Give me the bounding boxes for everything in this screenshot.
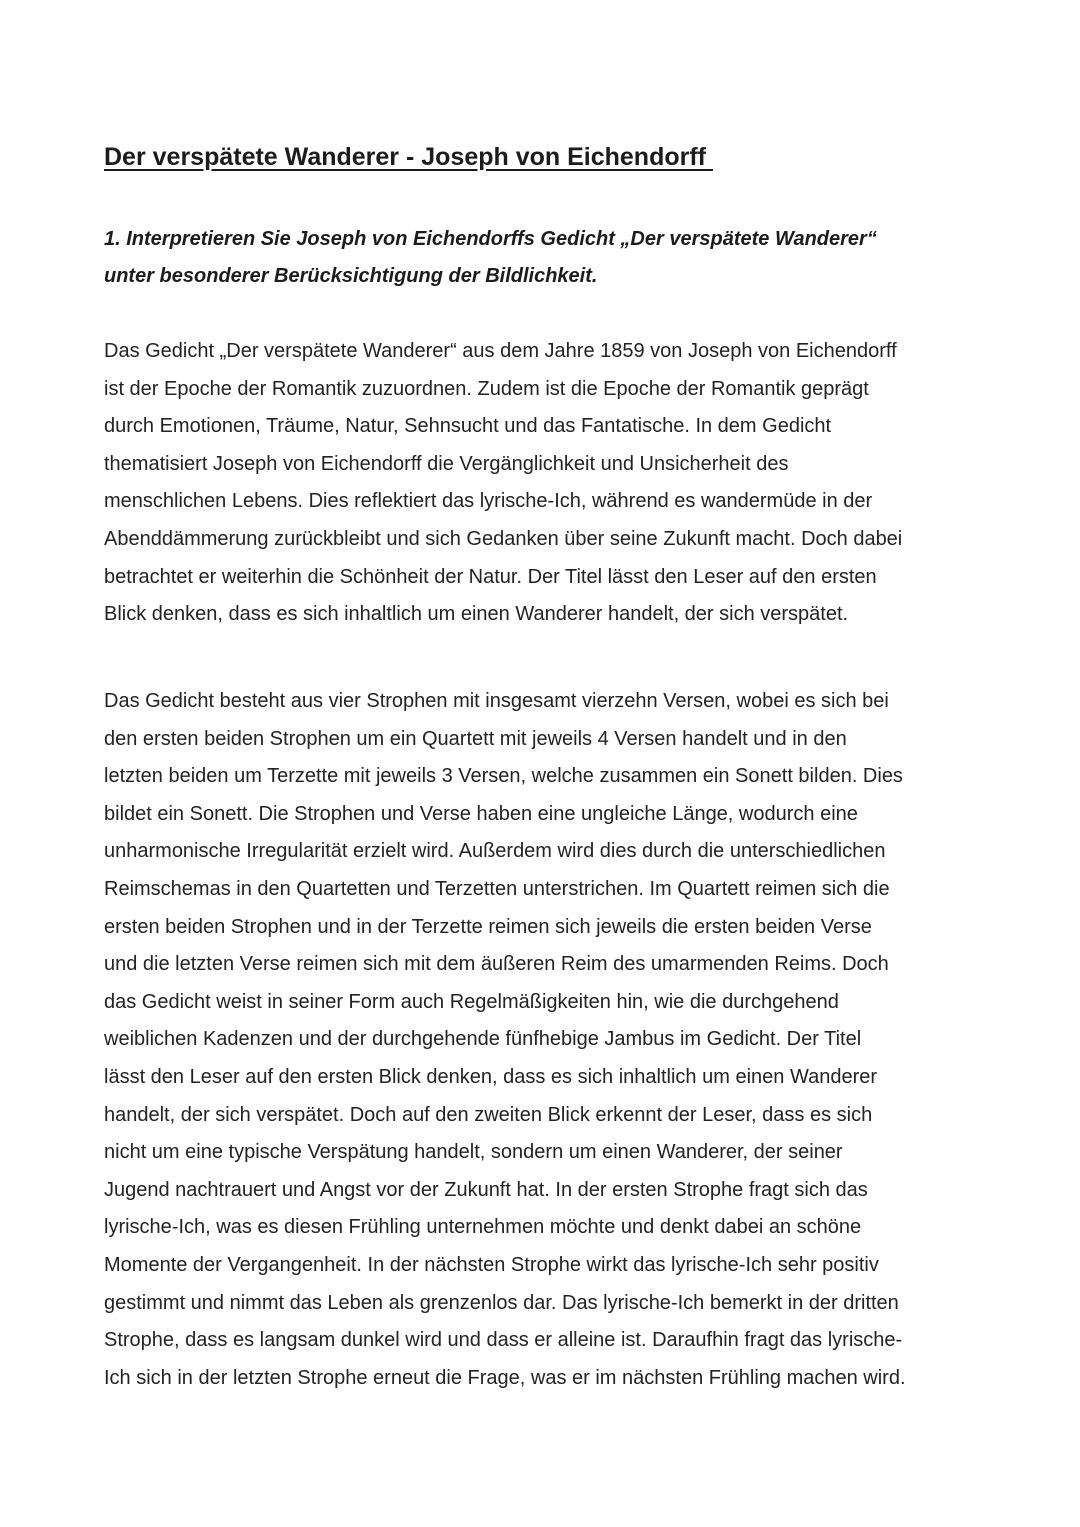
paragraph-line: Momente der Vergangenheit. In der nächsten Strophe wirkt das lyrische-Ich sehr positiv	[104, 1253, 879, 1276]
paragraph-line: bildet ein Sonett. Die Strophen und Verse haben eine ungleiche Länge, wodurch eine	[104, 802, 858, 825]
paragraph-line: unharmonische Irregularität erzielt wird. Außerdem wird dies durch die unterschiedlichen	[104, 840, 886, 863]
task-prompt	[104, 221, 984, 295]
paragraph-line: durch Emotionen, Träume, Natur, Sehnsucht und das Fantatische. In dem Gedicht	[104, 415, 832, 438]
task-line: 1. Interpretieren Sie Joseph von Eichendorffs Gedicht „Der verspätete Wanderer“	[104, 228, 877, 250]
paragraph-line: den ersten beiden Strophen um ein Quartett mit jeweils 4 Versen handelt und in den	[104, 727, 847, 750]
paragraph-line: weiblichen Kadenzen und der durchgehende fünfhebige Jambus im Gedicht. Der Titel	[104, 1028, 862, 1051]
paragraph-line: thematisiert Joseph von Eichendorff die Vergänglichkeit und Unsicherheit des	[104, 452, 789, 475]
paragraph-line: gestimmt und nimmt das Leben als grenzenlos dar. Das lyrische-Ich bemerkt in der dritten	[104, 1291, 899, 1314]
task-line: unter besonderer Berücksichtigung der Bildlichkeit.	[104, 265, 598, 287]
paragraph-introduction	[104, 333, 1004, 634]
paragraph-line: Blick denken, dass es sich inhaltlich um einen Wanderer handelt, der sich verspätet.	[104, 603, 849, 626]
paragraph-line: und die letzten Verse reimen sich mit dem äußeren Reim des umarmenden Reims. Doch	[104, 953, 889, 976]
paragraph-line: Reimschemas in den Quartetten und Terzetten unterstrichen. Im Quartett reimen sich die	[104, 877, 890, 900]
paragraph-line: betrachtet er weiterhin die Schönheit der Natur. Der Titel lässt den Leser auf den ersten	[104, 565, 877, 588]
paragraph-line: Abenddämmerung zurückbleibt und sich Gedanken über seine Zukunft macht. Doch dabei	[104, 527, 903, 550]
paragraph-line: handelt, der sich verspätet. Doch auf den zweiten Blick erkennt der Leser, dass es sich	[104, 1103, 873, 1126]
paragraph-line: ersten beiden Strophen und in der Terzette reimen sich jeweils die ersten beiden Verse	[104, 915, 872, 938]
paragraph-line: Das Gedicht „Der verspätete Wanderer“ aus dem Jahre 1859 von Joseph von Eichendorff	[104, 340, 897, 362]
paragraph-line: das Gedicht weist in seiner Form auch Regelmäßigkeiten hin, wie die durchgehend	[104, 990, 839, 1013]
document-title: Der verspätete Wanderer - Joseph von Eichendorff	[104, 143, 713, 171]
paragraph-form-analysis	[104, 683, 1004, 1397]
paragraph-line: letzten beiden um Terzette mit jeweils 3 Versen, welche zusammen ein Sonett bilden. Dies	[104, 765, 903, 788]
paragraph-line: lyrische-Ich, was es diesen Frühling unternehmen möchte und denkt dabei an schöne	[104, 1216, 862, 1239]
paragraph-line: Ich sich in der letzten Strophe erneut die Frage, was er im nächsten Frühling machen wird.	[104, 1366, 906, 1389]
paragraph-line: nicht um eine typische Verspätung handelt, sondern um einen Wanderer, der seiner	[104, 1141, 843, 1164]
paragraph-line: menschlichen Lebens. Dies reflektiert das lyrische-Ich, während es wandermüde in der	[104, 490, 873, 513]
paragraph-line: Jugend nachtrauert und Angst vor der Zukunft hat. In der ersten Strophe fragt sich das	[104, 1178, 868, 1201]
paragraph-line: Strophe, dass es langsam dunkel wird und dass er alleine ist. Daraufhin fragt das lyrische-	[104, 1329, 903, 1352]
paragraph-line: Das Gedicht besteht aus vier Strophen mit insgesamt vierzehn Versen, wobei es sich bei	[104, 690, 889, 712]
paragraph-line: lässt den Leser auf den ersten Blick denken, dass es sich inhaltlich um einen Wanderer	[104, 1065, 878, 1088]
paragraph-line: ist der Epoche der Romantik zuzuordnen. Zudem ist die Epoche der Romantik geprägt	[104, 377, 869, 400]
